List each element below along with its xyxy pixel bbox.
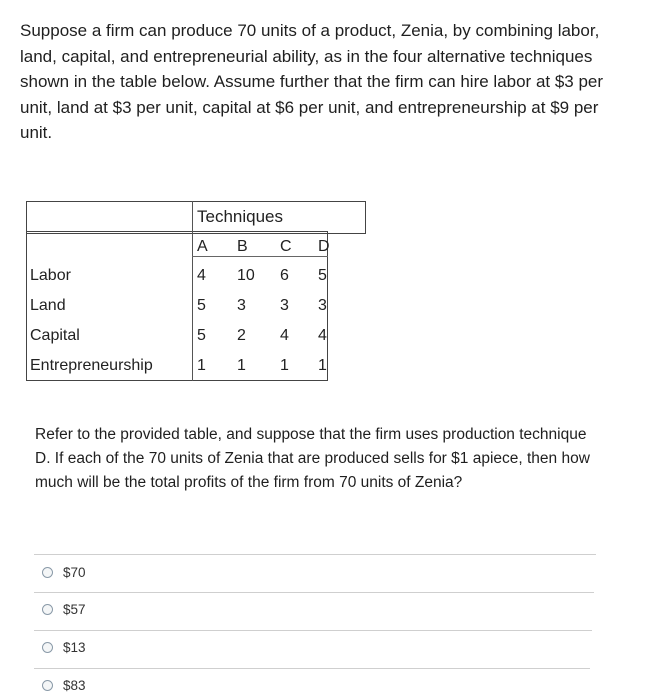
col-header-b: B — [237, 238, 248, 255]
table-divider — [192, 201, 193, 381]
cell-land-c: 3 — [280, 297, 289, 314]
option-divider — [34, 554, 596, 555]
cell-labor-d: 5 — [318, 267, 327, 284]
radio-button[interactable] — [42, 680, 53, 691]
cell-land-a: 5 — [197, 297, 206, 314]
cell-capital-d: 4 — [318, 327, 327, 344]
option-13[interactable] — [42, 640, 86, 655]
col-header-d: D — [318, 238, 330, 255]
cell-capital-c: 4 — [280, 327, 289, 344]
cell-capital-b: 2 — [237, 327, 246, 344]
cell-labor-c: 6 — [280, 267, 289, 284]
row-label-capital: Capital — [30, 327, 80, 344]
radio-button[interactable] — [42, 604, 53, 615]
followup-question: Refer to the provided table, and suppose that the firm uses production technique D. If each of the 70 units of Zenia that are produced sells for $1 apiece, then how much will be the total profits of the firm from 70 units of Zenia? — [35, 426, 590, 491]
cell-labor-b: 10 — [237, 267, 255, 284]
table-rule — [192, 256, 328, 257]
cell-land-b: 3 — [237, 297, 246, 314]
question-text: Suppose a firm can produce 70 units of a product, Zenia, by combining labor, land, capital, and entrepreneurial ability, as in the four alternative techniques shown in the table below. Assume further that the firm can hire labor at $3 per unit, land at $3 per unit, capital at $6 per unit, and entrepreneurship at $9 per unit. — [20, 21, 604, 142]
option-83[interactable] — [42, 678, 86, 693]
table-title: Techniques — [197, 207, 284, 226]
row-label-labor: Labor — [30, 267, 71, 284]
option-divider — [34, 668, 590, 669]
option-divider — [34, 592, 594, 593]
radio-button[interactable] — [42, 642, 53, 653]
radio-button[interactable] — [42, 567, 53, 578]
col-header-c: C — [280, 238, 292, 255]
cell-land-d: 3 — [318, 297, 327, 314]
row-label-land: Land — [30, 297, 66, 314]
cell-capital-a: 5 — [197, 327, 206, 344]
option-divider — [34, 630, 592, 631]
col-header-a: A — [197, 238, 208, 255]
row-label-entrepreneurship: Entrepreneurship — [30, 357, 153, 374]
cell-labor-a: 4 — [197, 267, 206, 284]
cell-entrepreneurship-c: 1 — [280, 357, 289, 374]
option-label: $83 — [63, 678, 86, 693]
option-70[interactable] — [42, 565, 86, 580]
option-label: $70 — [63, 565, 86, 580]
cell-entrepreneurship-a: 1 — [197, 357, 206, 374]
cell-entrepreneurship-d: 1 — [318, 357, 327, 374]
cell-entrepreneurship-b: 1 — [237, 357, 246, 374]
option-label: $57 — [63, 602, 86, 617]
option-label: $13 — [63, 640, 86, 655]
table-header-frame — [26, 201, 366, 234]
option-57[interactable] — [42, 602, 86, 617]
